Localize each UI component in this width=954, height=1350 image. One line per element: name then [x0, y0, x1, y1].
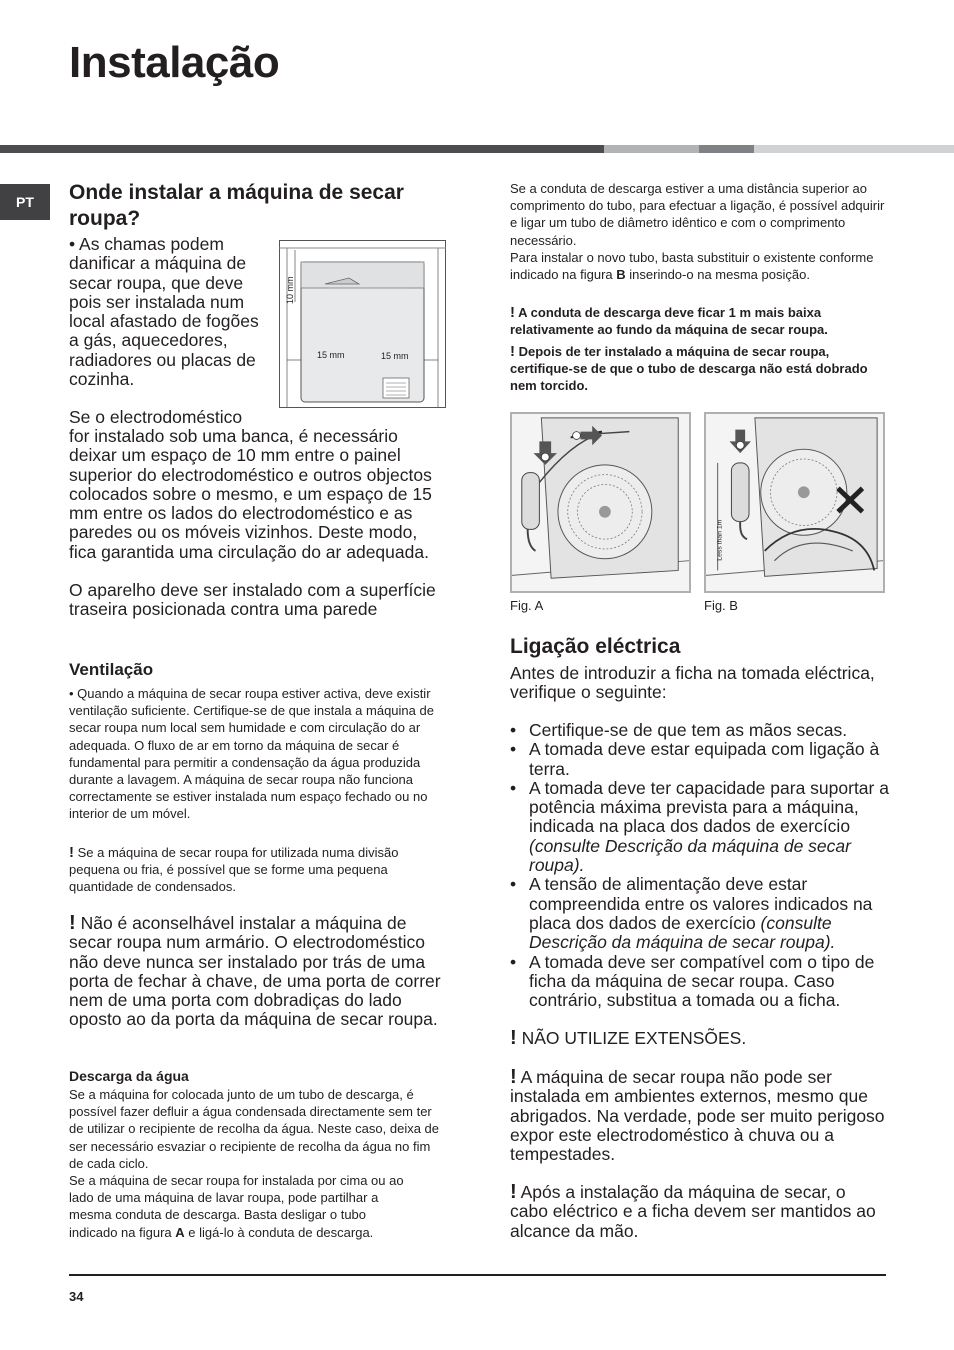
clearance-diagram [279, 240, 446, 408]
warning-mark: ! [510, 343, 515, 360]
page-title: Instalação [69, 38, 280, 87]
paragraph-drain-shared: Se a máquina de secar roupa for instalada por cima ou ao lado de uma máquina de lavar roupa, pode partilhar a mesma conduta de descarga. Basta desligar o tubo indicado na figura A e ligá-lo à conduta de descarga. [69, 1173, 404, 1240]
electrical-checklist [510, 721, 890, 1010]
warning-mark: ! [510, 1027, 517, 1049]
dim-label-top: 10 mm [285, 276, 295, 304]
warning-mark: ! [510, 1066, 517, 1088]
paragraph-space: for instalado sob uma banca, é necessário deixar um espaço de 10 mm entre o painel superior do electrodoméstico e outros objectos colocados sobre o mesmo, e um espaço de 15 mm entre os lados do electrodoméstico e as paredes ou os móveis vizinhos. Deste modo, fica garantida uma circulação do ar adequada. [69, 426, 432, 562]
paragraph-before-plugging: Antes de introduzir a ficha na tomada eléctrica, verifique o seguinte: [510, 663, 875, 703]
warning-mark: ! [510, 304, 515, 321]
list-item: • A tomada deve ter capacidade para suportar a potência máxima prevista para a máquina, indicada na placa dos dados de exercício (consulte Descrição da máquina de secar roupa). [510, 779, 890, 875]
page-number: 34 [69, 1289, 84, 1304]
paragraph-within-reach: ! Após a instalação da máquina de secar, o cabo eléctrico e a ficha devem ser mantidos ao alcance da mão. [510, 1181, 876, 1241]
paragraph-wall: O aparelho deve ser instalado com a superfície traseira posicionada contra uma parede [69, 580, 436, 620]
list-item: • A tomada deve ser compatível com o tipo de ficha da máquina de secar roupa. Caso contrário, substitua a tomada ou a ficha. [510, 953, 890, 1011]
header-bar-pale [754, 145, 954, 153]
footer-rule [69, 1274, 886, 1276]
header-bar-light [604, 145, 699, 153]
paragraph-drain-distance: Se a conduta de descarga estiver a uma distância superior ao comprimento do tubo, para efectuar a ligação, é possível adquirir e ligar um tubo de diâmetro idêntico e com o comprimento necessário. [510, 181, 885, 248]
list-item: • A tomada deve estar equipada com ligação à terra. [510, 740, 890, 779]
paragraph-drain-direct: Se a máquina for colocada junto de um tubo de descarga, é possível fazer defluir a água condensada directamente sem ter de utilizar o recipiente de recolha da água. Neste caso, deixa de ser necessário esvaziar o recipiente de recolha da água no fim de cada ciclo. [69, 1087, 440, 1171]
paragraph-new-hose: Para instalar o novo tubo, basta substituir o existente conforme indicado na figura B inserindo-o na mesma posição. [510, 250, 874, 283]
language-tab: PT [0, 184, 50, 220]
figure-a-label: Fig. A [510, 598, 544, 613]
header-bar-dark [0, 145, 604, 153]
heading-electrical-connection: Ligação eléctrica [510, 635, 681, 658]
list-item: • A tensão de alimentação deve estar compreendida entre os valores indicados na placa dos dados de exercício (consulte Descrição da máquina de secar roupa). [510, 875, 890, 952]
paragraph-flames: • As chamas podem danificar a máquina de secar roupa, que deve pois ser instalada num local afastado de fogões a gás, aquecedores, radiadores ou placas de cozinha. [69, 234, 259, 390]
list-item: • Certifique-se de que tem as mãos secas. [510, 721, 890, 740]
dim-label-left: 15 mm [317, 350, 345, 360]
paragraph-no-extensions: ! NÃO UTILIZE EXTENSÕES. [510, 1027, 747, 1049]
warning-mark: ! [510, 1181, 517, 1203]
paragraph-1m-lower: ! A conduta de descarga deve ficar 1 m mais baixa relativamente ao fundo da máquina de secar roupa. [510, 304, 828, 338]
figure-b-label: Fig. B [704, 598, 738, 613]
figure-b-illustration [704, 412, 885, 593]
paragraph-cupboard: ! Não é aconselhável instalar a máquina de secar roupa num armário. O electrodoméstico não deve nunca ser instalado por trás de uma porta de fechar à chave, de uma porta de correr nem de uma porta com dobradiças do lado oposto ao da porta da máquina de secar roupa. [69, 912, 441, 1030]
paragraph-cold-room: ! Se a máquina de secar roupa for utilizada numa divisão pequena ou fria, é possível que se forme uma pequena quantidade de condensados. [69, 844, 399, 895]
heading-where-to-install: Onde instalar a máquina de secar roupa? [69, 181, 404, 230]
warning-mark: ! [69, 912, 76, 934]
heading-water-drain: Descarga da água [69, 1068, 189, 1084]
figure-a-illustration [510, 412, 691, 593]
paragraph-space-start: Se o electrodoméstico [69, 407, 243, 427]
heading-ventilation: Ventilação [69, 660, 154, 679]
paragraph-outdoor: ! A máquina de secar roupa não pode ser instalada em ambientes externos, mesmo que abrigados. Na verdade, pode ser muito perigoso expor este electrodoméstico à chuva ou a tempestades. [510, 1066, 885, 1165]
dim-label-right: 15 mm [381, 351, 409, 361]
paragraph-ventilation: • Quando a máquina de secar roupa estiver activa, deve existir ventilação suficiente. Certifique-se de que instala a máquina de secar roupa num local sem humidade e com circulação do ar adequada. O fluxo de ar em torno da máquina de secar é fundamental para permitir a condensação da água produzida durante a lavagem. A máquina de secar roupa não funciona correctamente se estiver instalada num espaço fechado ou no interior de um móvel. [69, 686, 434, 822]
paragraph-not-bent: ! Depois de ter instalado a máquina de secar roupa, certifique-se de que o tubo de descarga não está dobrado nem torcido. [510, 343, 868, 394]
warning-mark: ! [69, 844, 74, 861]
header-bar-mid [699, 145, 754, 153]
less-than-1m-label: Less than 1m [716, 519, 724, 561]
